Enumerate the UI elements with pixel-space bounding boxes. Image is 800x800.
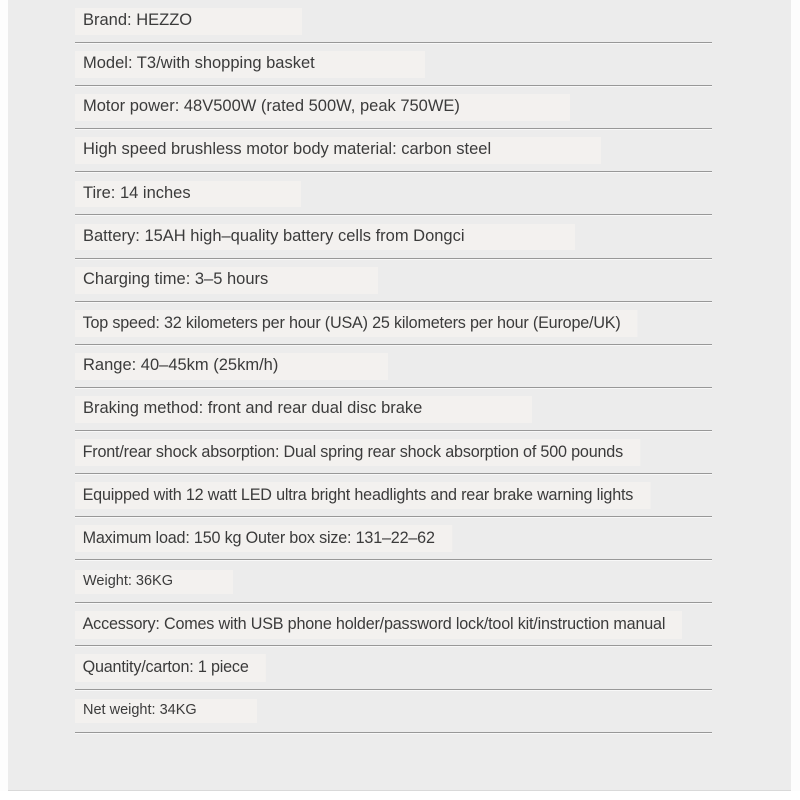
spec-row-text: Maximum load: 150 kg Outer box size: 131–22–62 [75,525,452,552]
spec-row-text: Motor power: 48V500W (rated 500W, peak 750WE) [75,94,570,121]
spec-row-text: Tire: 14 inches [75,181,301,208]
spec-row [8,215,791,258]
spec-row-text: Front/rear shock absorption: Dual spring rear shock absorption of 500 pounds [75,439,640,466]
spec-row-text: Net weight: 34KG [75,699,257,723]
spec-row [8,302,791,345]
spec-row [8,86,791,129]
spec-row-text: Top speed: 32 kilometers per hour (USA) 25 kilometers per hour (Europe/UK) [75,310,638,337]
spec-row-text: Model: T3/with shopping basket [75,51,425,78]
spec-row-text: Brand: HEZZO [75,8,302,35]
spec-row [8,517,791,560]
spec-row-text: Charging time: 3–5 hours [75,267,378,294]
spec-row [8,0,791,43]
spec-row [8,129,791,172]
bottom-margin [0,791,800,800]
spec-row [8,43,791,86]
spec-row-text: Battery: 15AH high–quality battery cells from Dongci [75,224,575,251]
spec-row [8,172,791,215]
spec-row-text: Accessory: Comes with USB phone holder/password lock/tool kit/instruction manual [75,611,682,638]
spec-row-text: Braking method: front and rear dual disc brake [75,396,532,423]
product-spec-panel [8,0,791,791]
spec-row [8,259,791,302]
spec-row [8,690,791,733]
spec-row [8,474,791,517]
spec-row [8,431,791,474]
spec-row-text: Quantity/carton: 1 piece [75,654,266,681]
spec-row-text: Weight: 36KG [75,570,233,594]
spec-row-list [8,0,791,733]
spec-row-text: Range: 40–45km (25km/h) [75,353,388,380]
spec-row [8,603,791,646]
spec-row [8,646,791,689]
spec-row [8,388,791,431]
spec-row-text: Equipped with 12 watt LED ultra bright headlights and rear brake warning lights [75,482,650,509]
spec-row [8,345,791,388]
spec-row [8,560,791,603]
spec-row-text: High speed brushless motor body material: carbon steel [75,137,601,164]
